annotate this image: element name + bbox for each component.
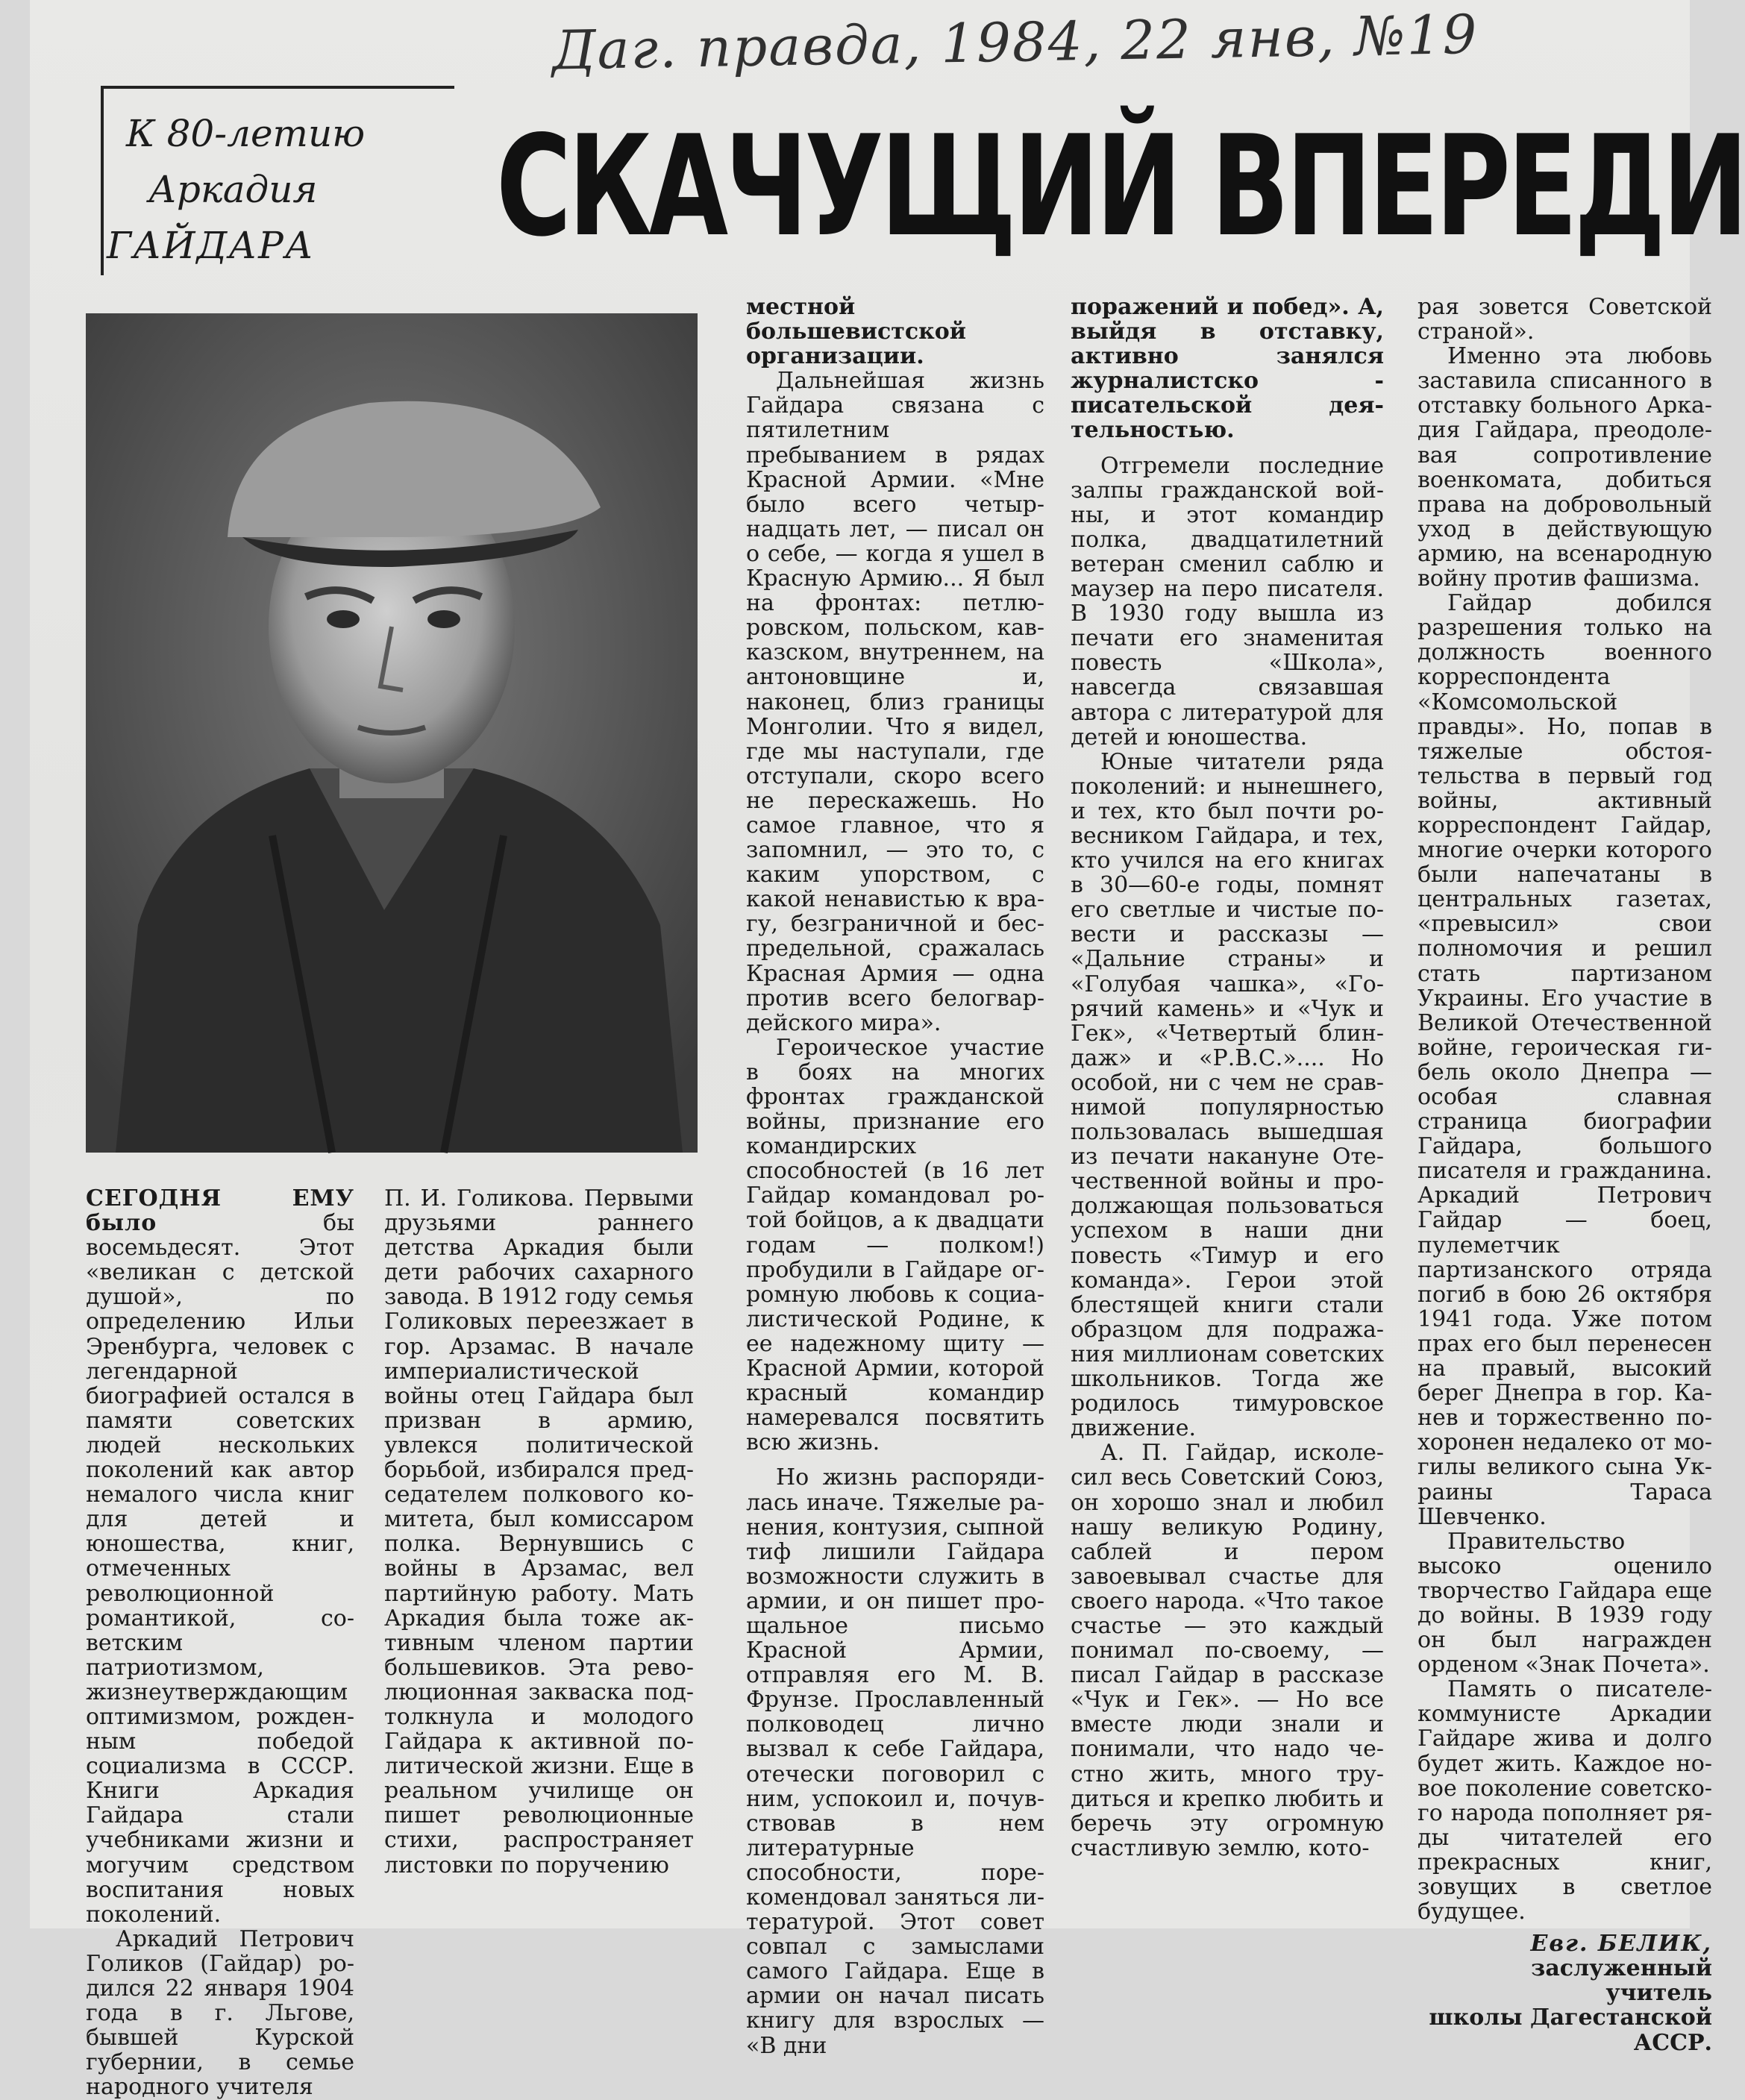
article-paragraph: местной большевистской организации. bbox=[746, 294, 967, 370]
author-name: Евг. БЕЛИК, bbox=[1530, 1931, 1712, 1958]
article-text: бы восемьдесят. Этот «великан с детской душой», по определению Ильи Эренбурга, человек с легендарной биографией остался в памяти советских людей нескольких поколений как автор немалого числа книг для детей и юношества, книг, отмеченных революционной романтикой, советским патриотизмом, жизнеутверждающим оптимизмом, рожденным победой социализма в СССР. Книги Аркадия Гайдара стали учебниками жизни и могучим средством воспитания новых поколений. bbox=[86, 1210, 354, 1928]
author-title-line-1: заслуженный учитель bbox=[1531, 1955, 1712, 2007]
article-lead-in: СЕГОДНЯ ЕМУ было bbox=[86, 1185, 354, 1237]
article-column-2 bbox=[384, 1186, 694, 1925]
newspaper-clipping bbox=[30, 0, 1745, 2100]
article-paragraph: П. И. Голикова. Первыми друзьями раннего детства Аркадия были дети рабочих сахарного завода. В 1912 году семья Голиковых переезжает в гор. Арзамас. В начале империалистической войны отец Гайдара был призван в армию, увлекся политической борьбой, избирался председателем полкового комитета, был комиссаром полка. Вернувшись с войны в Арзамас, вел партийную работу. Мать Аркадия была тоже активным членом партии большевиков. Эта революционная закваска подтолкнула и молодого Гайдара к активной политической жизни. Еще в реальном училище он пишет революционные стихи, распространяет листовки по поручению bbox=[384, 1185, 694, 1878]
article-column-4 bbox=[1071, 295, 1384, 1925]
article-column-3 bbox=[746, 294, 1044, 2059]
article-paragraph bbox=[86, 1186, 354, 1927]
article-column-1 bbox=[86, 1185, 354, 2100]
article-paragraph: Юные читатели ряда поколений: и нынешнего, и тех, кто был почти ровесником Гайдара, и тех, кто учился на его книгах в 30—60-е годы, помнят его светлые и чистые повести и рассказы — «Дальние страны» и «Голубая чашка», «Горячий камень» и «Чук и Гек», «Четвертый блиндаж» и «Р.В.С.».... Но особой, ни с чем не сравнимой популярностью пользовалась вышедшая из печати накануне Отечественной войны и продолжающая пользоваться успехом в наши дни повесть «Тимур и его команда». Герои этой блестящей книги стали образцом для подражания миллионам советских школьников. Тогда же родилось тимуровское движение. bbox=[1071, 748, 1384, 1442]
rubric-line-1: К 80-летию bbox=[126, 112, 366, 155]
portrait-photo bbox=[86, 313, 698, 1153]
handwritten-source-note: Дaг. правда, 1984, 22 янв, №19 bbox=[551, 2, 1479, 82]
rubric-line-2: Аркадия bbox=[148, 168, 318, 211]
article-paragraph: поражений и побед». А, выйдя в отставку, активно занялся журналистско - писательской деятельностью. bbox=[1071, 294, 1384, 444]
article-column-5 bbox=[1417, 294, 1712, 2056]
article-paragraph: Дальнейшая жизнь Гайдара связана с пятилетним пребыванием в рядах Красной Армии. «Мне было всего четырнадцать лет, — писал он о себе, — когда я ушел в Красную Армию... Я был на фронтах: петлюровском, польском, кавказском, внутреннем, на антоновщине и, наконец, близ границы Монголии. Что я видел, где мы наступали, где отступали, скоро всего не перескажешь. Но самое главное, что я запомнил, — это то, с каким упорством, с какой ненавистью к врагу, безграничной и беспредельной, сражалась Красная Армия — одна против всего белогвардейского мира». bbox=[746, 368, 1044, 1036]
anniversary-rubric bbox=[101, 86, 454, 275]
article-paragraph: Гайдар добился разрешения только на должность военного корреспондента «Комсомольской правды». Но, попав в тяжелые обстоятельства в первый год войны, активный корреспондент Гайдар, многие очерки которого были напечатаны в центральных газетах, «превысил» свои полномочия и решил стать партизаном Украины. Его участие в Великой Отечественной войне, героическая гибель около Днепра — особая славная страница биографии Гайдара, большого писателя и гражданина. Аркадий Петрович Гайдар — боец, пулеметчик партизанского отряда погиб в бою 26 октября 1941 года. Уже потом прах его был перенесен на правый, высокий берег Днепра в гор. Канев и торжественно похоронен недалеко от могилы великого сына Украины Тараса Шевченко. bbox=[1417, 590, 1712, 1530]
article-paragraph: Память о писателе-коммунисте Аркадии Гайдаре жива и долго будет жить. Каждое новое поколение советского народа пополняет ряды читателей его прекрасных книг, зовущих в светлое будущее. bbox=[1417, 1676, 1712, 1925]
article-paragraph: Аркадий Петрович Голиков (Гайдар) родился 22 января 1904 года в г. Льгове, бывшей Курской губернии, в семье народного учителя bbox=[86, 1925, 354, 2100]
article-headline: СКАЧУЩИЙ ВПЕРЕДИ bbox=[496, 105, 1745, 267]
article-paragraph: рая зовется Советской страной». bbox=[1417, 294, 1712, 345]
article-paragraph: Правительство высоко оценило творчество Гайдара еще до войны. В 1939 году он был награжден орденом «Знак Почета». bbox=[1417, 1528, 1712, 1679]
article-paragraph: Отгремели последние залпы гражданской войны, и этот командир полка, двадцатилетний ветеран сменил саблю и маузер на перо писателя. В 1930 году вышла из печати его знаменитая повесть «Школа», навсегда связавшая автора с литературой для детей и юношества. bbox=[1071, 452, 1384, 750]
article-paragraph: А. П. Гайдар, исколесил весь Советский Союз, он хорошо знал и любил нашу великую Родину, саблей и пером завоевывал счастье для своего народа. «Что такое счастье — это каждый понимал по-своему, — писал Гайдар в рассказе «Чук и Гек». — Но все вместе люди знали и понимали, что надо честно жить, много трудиться и крепко любить и беречь эту огромную счастливую землю, кото- bbox=[1071, 1440, 1384, 1861]
author-title-line-2: школы Дагестанской bbox=[1429, 2005, 1712, 2031]
article-paragraph: Именно эта любовь заставила списанного в отставку больного Аркадия Гайдара, преодолевая сопротивление военкомата, добиться права на добровольный уход в действующую армию, на всенародную войну против фашизма. bbox=[1417, 343, 1712, 592]
author-title-line-3: АССР. bbox=[1633, 2029, 1712, 2056]
article-paragraph: Героическое участие в боях на многих фронтах гражданской войны, признание его командирских способностей (в 16 лет Гайдар командовал ротой бойцов, а к двадцати годам — полком!) пробудили в Гайдаре огромную любовь к социалистической Родине, к ее надежному щиту — Красной Армии, которой красный командир намеревался посвятить всю жизнь. bbox=[746, 1034, 1044, 1456]
article-paragraph: Но жизнь распорядилась иначе. Тяжелые ранения, контузия, сыпной тиф лишили Гайдара возможности служить в армии, и он пишет прощальное письмо Красной Армии, отправляя его М. В. Фрунзе. Прославленный полководец лично вызвал к себе Гайдара, отечески поговорил с ним, успокоил и, почувствовав в нем литературные способности, порекомендовал заняться литературой. Этот совет совпал с замыслами самого Гайдара. Еще в армии он начал писать книгу для взрослых — «В дни bbox=[746, 1464, 1044, 2059]
rubric-line-3: ГАЙДАРА bbox=[107, 224, 315, 267]
